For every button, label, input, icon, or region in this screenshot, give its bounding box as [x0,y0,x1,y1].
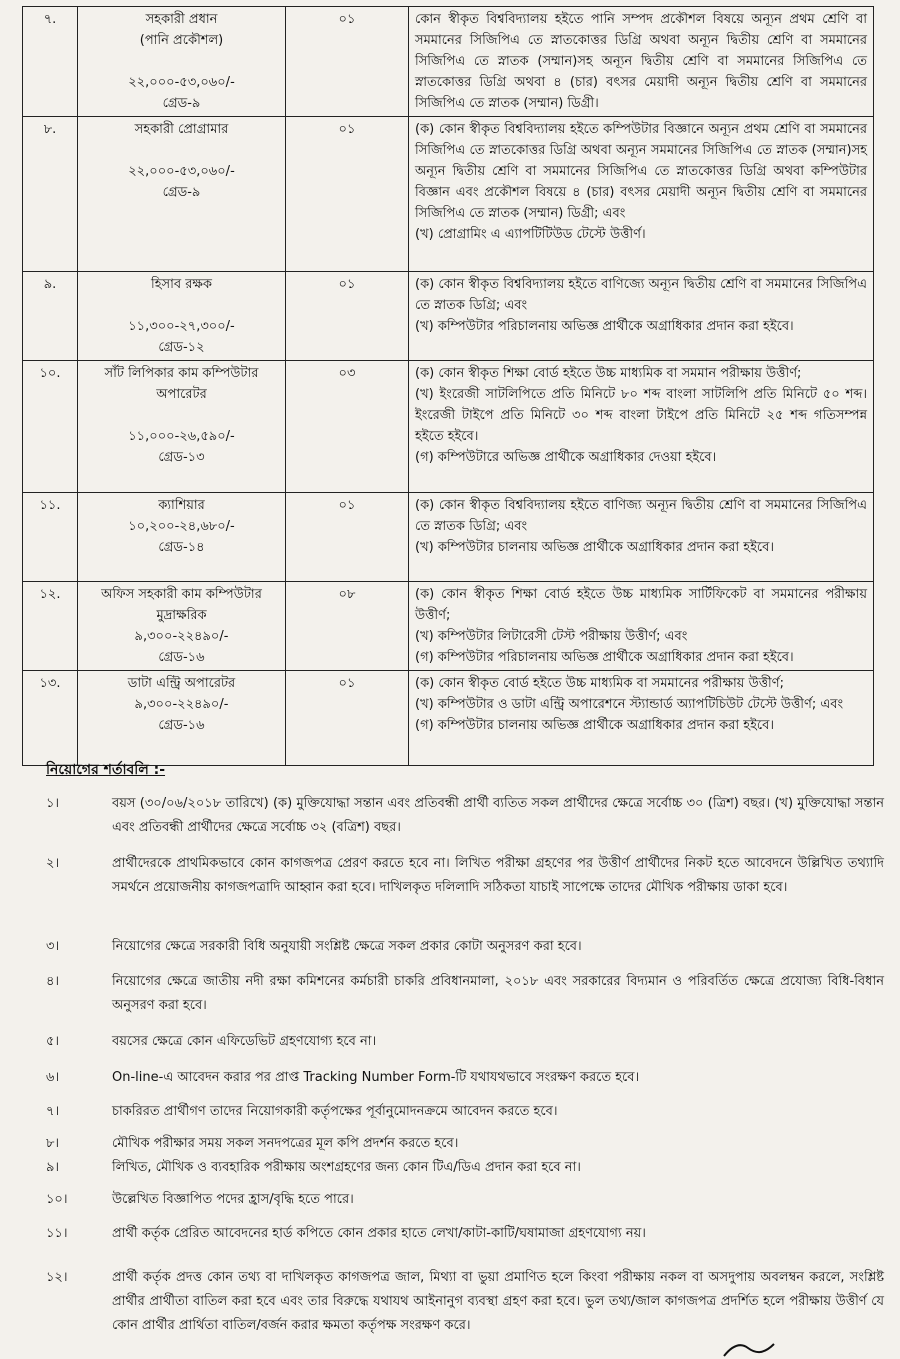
condition-item [46,1188,884,1212]
qualification-line: (খ) ইংরেজী সাটলিপিতে প্রতি মিনিটে ৮০ শব্দ বাংলা সাটলিপি প্রতি মিনিটে ৫০ শব্দ। ইংরেজী টাইপে প্রতি মিনিটে ৩০ শব্দ বাংলা টাইপে প্রতি মিনিটে ২৫ শব্দ গতিসম্পন্ন হইতে হইবে। [415,387,867,444]
condition-text: প্রার্থীদেরকে প্রাথমিকভাবে কোন কাগজপত্র প্রেরণ করতে হবে না। লিখিত পরীক্ষা গ্রহণের পর উত্তীর্ণ প্রার্থীদের নিকট হতে আবেদনে উল্লিখিত তথ্যাদি সমর্থনে প্রয়োজনীয় কাগজপত্রাদি আহ্বান করা হবে। দাখিলকৃত দলিলাদি সঠিকতা যাচাই সাপেক্ষে তাদের মৌখিক পরীক্ষায় ডাকা হবে। [112,856,884,895]
condition-number: ৬। [46,1070,60,1085]
qualification-cell [409,361,874,493]
condition-text: নিয়োগের ক্ষেত্রে জাতীয় নদী রক্ষা কমিশনের কর্মচারী চাকরি প্রবিধানমালা, ২০১৮ এবং সরকারের বিদ্যমান ও পরিবর্তিত ক্ষেত্রে প্রযোজ্য বিধি-বিধান অনুসরণ করা হবে। [112,974,884,1013]
qualification-line: (খ) কম্পিউটার লিটারেসী টেস্ট পরীক্ষায় উত্তীর্ণ; এবং [415,629,688,644]
table-row [23,582,874,671]
condition-item [46,1100,884,1124]
condition-text: প্রার্থী কর্তৃক প্রদত্ত কোন তথ্য বা দাখিলকৃত কাগজপত্র জাল, মিথ্যা বা ভুয়া প্রমাণিত হলে কিংবা পরীক্ষায় নকল বা অসদুপায় অবলম্বন করলে, সংশ্লিষ্ট প্রার্থীর প্রার্থীতা বাতিল করা হবে এবং তার বিরুদ্ধে যথাযথ আইনানুগ ব্যবস্থা গ্রহণ করা হবে। ভুল তথ্য/জাল কাগজপত্র প্রদর্শিত হলে পরীক্ষায় উত্তীর্ণ যে কোন প্রার্থীর প্রার্থিতা বাতিল/বর্জন করার ক্ষমতা কর্তৃপক্ষ সংরক্ষণ করে। [112,1270,884,1333]
condition-text: উল্লেখিত বিজ্ঞাপিত পদের হ্রাস/বৃদ্ধি হতে পারে। [112,1192,354,1207]
pay-scale: ২২,০০০-৫৩,০৬০/- [128,75,235,90]
condition-item [46,1266,884,1338]
qualification-line: (ক) কোন স্বীকৃত বিশ্ববিদ্যালয় হইতে বাণিজ্য অন্যূন দ্বিতীয় শ্রেণি বা সমমানের সিজিপিএ তে স্নাতক ডিগ্রি; এবং [415,498,867,534]
post-name-2: অপারেটর [156,387,207,402]
condition-text: প্রার্থী কর্তৃক প্রেরিত আবেদনের হার্ড কপিতে কোন প্রকার হাতে লেখা/কাটা-কাটি/ঘষামাজা গ্রহণযোগ্য নয়। [112,1226,646,1241]
post-name: সহকারী প্রধান [145,12,218,27]
condition-item [46,1222,884,1246]
serial-number: ১২. [23,582,78,671]
post-name: সাঁট লিপিকার কাম কম্পিউটার [104,366,259,381]
post-name: ডাটা এন্ট্রি অপারেটর [127,676,236,691]
condition-item [46,852,884,900]
qualification-cell [409,671,874,766]
post-cell [78,671,286,766]
table-row [23,117,874,272]
qualification-line: (খ) কম্পিউটার চালনায় অভিজ্ঞ প্রার্থীকে অগ্রাধিকার প্রদান করা হইবে। [415,540,775,555]
conditions-heading: নিয়োগের শর্তাবলি :- [46,762,166,778]
post-quantity: ০১ [286,117,409,272]
qualification-cell [409,272,874,361]
post-cell [78,117,286,272]
pay-grade: গ্রেড-৯ [162,96,201,111]
table-row [23,272,874,361]
pay-grade: গ্রেড-১২ [158,340,205,355]
condition-number: ৮। [46,1136,60,1151]
condition-number: ৪। [46,974,60,989]
condition-text: মৌখিক পরীক্ষার সময় সকল সনদপত্রের মূল কপি প্রদর্শন করতে হবে। [112,1136,459,1151]
post-name: হিসাব রক্ষক [150,277,213,292]
post-name-2: (পানি প্রকৌশল) [139,33,224,48]
qualification-cell [409,7,874,117]
condition-item [46,1132,884,1156]
condition-number: ৯। [46,1160,60,1175]
post-name: সহকারী প্রোগ্রামার [134,122,229,137]
post-name: ক্যাশিয়ার [158,498,205,513]
condition-item [46,1030,884,1054]
serial-number: ১০. [23,361,78,493]
post-quantity: ০১ [286,671,409,766]
condition-item [46,935,884,959]
qualification-line: (ক) কোন স্বীকৃত শিক্ষা বোর্ড হইতে উচ্চ মাধ্যমিক সার্টিফিকেট বা সমমানের পরীক্ষায় উত্তীর্ণ; [415,587,867,623]
condition-number: ২। [46,856,60,871]
condition-item [46,1066,884,1090]
pay-scale: ৯,৩০০-২২৪৯০/- [134,697,229,712]
post-quantity: ০১ [286,493,409,582]
pay-grade: গ্রেড-১৬ [158,650,205,665]
condition-text: লিখিত, মৌখিক ও ব্যবহারিক পরীক্ষায় অংশগ্রহণের জন্য কোন টিএ/ডিএ প্রদান করা হবে না। [112,1160,581,1175]
qualification-line: (ক) কোন স্বীকৃত শিক্ষা বোর্ড হইতে উচ্চ মাধ্যমিক বা সমমান পরীক্ষায় উত্তীর্ণ; [415,366,802,381]
condition-text: On-line-এ আবেদন করার পর প্রাপ্ত Tracking Number Form-টি যথাযথভাবে সংরক্ষণ করতে হবে। [112,1070,640,1085]
table-row [23,361,874,493]
serial-number: ৯. [23,272,78,361]
qualification-line: (ক) কোন স্বীকৃত বিশ্ববিদ্যালয় হইতে বাণিজ্যে অন্যূন দ্বিতীয় শ্রেণি বা সমমানের সিজিপিএ তে স্নাতক ডিগ্রি; এবং [415,277,867,313]
post-quantity: ০৩ [286,361,409,493]
condition-number: ৩। [46,939,60,954]
pay-scale: ১১,৩০০-২৭,৩০০/- [128,319,235,334]
condition-text: বয়সের ক্ষেত্রে কোন এফিডেভিট গ্রহণযোগ্য হবে না। [112,1034,377,1049]
serial-number: ১১. [23,493,78,582]
condition-number: ১১। [46,1226,68,1241]
qualification-line: কোন স্বীকৃত বিশ্ববিদ্যালয় হইতে পানি সম্পদ প্রকৌশল বিষয়ে অন্যূন প্রথম শ্রেণি বা সমমানের সিজিপিএ তে স্নাতকোত্তর ডিগ্রি অথবা অন্যূন দ্বিতীয় শ্রেণি বা সমমানের সিজিপিএ তে স্নাতক (সম্মান)সহ অন্যূন দ্বিতীয় শ্রেণি বা সমমানের সিজিপিএ তে স্নাতকোত্তর ডিগ্রি অথবা ৪ (চার) বৎসর মেয়াদী অন্যূন দ্বিতীয় শ্রেণি বা সমমানের সিজিপিএ তে স্নাতক (সম্মান) ডিগ্রী। [415,12,867,111]
qualification-cell [409,582,874,671]
serial-number: ১৩. [23,671,78,766]
pay-scale: ১০,২০০-২৪,৬৮০/- [128,519,235,534]
condition-number: ১০। [46,1192,68,1207]
qualification-line: (ক) কোন স্বীকৃত বোর্ড হইতে উচ্চ মাধ্যমিক বা সমমানের পরীক্ষায় উত্তীর্ণ; [415,676,784,691]
condition-item [46,1156,884,1180]
post-cell [78,493,286,582]
condition-item [46,970,884,1018]
condition-number: ৫। [46,1034,60,1049]
qualification-line: (খ) কম্পিউটার পরিচালনায় অভিজ্ঞ প্রার্থীকে অগ্রাধিকার প্রদান করা হইবে। [415,319,794,334]
pay-scale: ২২,০০০-৫৩,০৬০/- [128,164,235,179]
qualification-line: (খ) কম্পিউটার ও ডাটা এন্ট্রি অপারেশনে স্ট্যান্ডার্ড অ্যাপটিচিউট টেস্টে উত্তীর্ণ; এবং [415,697,844,712]
qualification-line: (ক) কোন স্বীকৃত বিশ্ববিদ্যালয় হইতে কম্পিউটার বিজ্ঞানে অন্যূন প্রথম শ্রেণি বা সমমানের সিজিপিএ তে স্নাতকোত্তর ডিগ্রি অথবা অন্যূন সমমানের সিজিপিএ তে স্নাতক (সম্মান)সহ অন্যূন দ্বিতীয় শ্রেণি বা সমমানের সিজিপিএ তে স্নাতকোত্তর ডিগ্রি অথবা কম্পিউটার বিজ্ঞান এবং প্রকৌশল বিষয়ে ৪ (চার) বৎসর মেয়াদী অন্যূন দ্বিতীয় শ্রেণি বা সমমানের সিজিপিএ তে স্নাতক (সম্মান) ডিগ্রী; এবং [415,122,867,221]
posts-table [22,6,874,766]
pay-grade: গ্রেড-১৬ [158,718,205,733]
post-cell [78,582,286,671]
condition-text: চাকরিরত প্রার্থীগণ তাদের নিয়োগকারী কর্তৃপক্ষের পূর্বানুমোদনক্রমে আবেদন করতে হবে। [112,1104,558,1119]
condition-number: ১। [46,796,60,811]
condition-text: বয়স (৩০/০৬/২০১৮ তারিখে) (ক) মুক্তিযোদ্ধা সন্তান এবং প্রতিবন্ধী প্রার্থী ব্যতিত সকল প্রার্থীদের ক্ষেত্রে সর্বোচ্চ ৩০ (ত্রিশ) বছর। (খ) মুক্তিযোদ্ধা সন্তান এবং প্রতিবন্ধী প্রার্থীদের ক্ষেত্রে সর্বোচ্চ ৩২ (বত্রিশ) বছর। [112,796,884,835]
post-cell [78,361,286,493]
post-cell [78,272,286,361]
pay-grade: গ্রেড-১৩ [158,450,205,465]
serial-number: ৭. [23,7,78,117]
post-quantity: ০৮ [286,582,409,671]
post-quantity: ০১ [286,7,409,117]
pay-scale: ১১,০০০-২৬,৫৯০/- [128,429,235,444]
qualification-line: (গ) কম্পিউটারে অভিজ্ঞ প্রার্থীকে অগ্রাধিকার দেওয়া হইবে। [415,450,717,465]
qualification-cell [409,493,874,582]
post-name: অফিস সহকারী কাম কম্পিউটার [101,587,262,602]
pay-grade: গ্রেড-৯ [162,185,201,200]
post-name-2: মুদ্রাক্ষরিক [156,608,207,623]
table-row [23,671,874,766]
condition-number: ১২। [46,1270,68,1285]
condition-number: ৭। [46,1104,60,1119]
condition-text: নিয়োগের ক্ষেত্রে সরকারী বিধি অনুযায়ী সংশ্লিষ্ট ক্ষেত্রে সকল প্রকার কোটা অনুসরণ করা হবে। [112,939,582,954]
post-cell [78,7,286,117]
serial-number: ৮. [23,117,78,272]
qualification-cell [409,117,874,272]
qualification-line: (খ) প্রোগ্রামিং এ এ্যাপটিটিউড টেস্টে উত্তীর্ণ। [415,227,646,242]
qualification-line: (গ) কম্পিউটার চালনায় অভিজ্ঞ প্রার্থীকে অগ্রাধিকার প্রদান করা হইবে। [415,718,774,733]
pay-scale: ৯,৩০০-২২৪৯০/- [134,629,229,644]
table-row [23,7,874,117]
condition-item [46,792,884,840]
signature-mark [718,1338,778,1358]
pay-grade: গ্রেড-১৪ [158,540,205,555]
qualification-line: (গ) কম্পিউটার পরিচালনায় অভিজ্ঞ প্রার্থীকে অগ্রাধিকার প্রদান করা হইবে। [415,650,794,665]
post-quantity: ০১ [286,272,409,361]
table-row [23,493,874,582]
